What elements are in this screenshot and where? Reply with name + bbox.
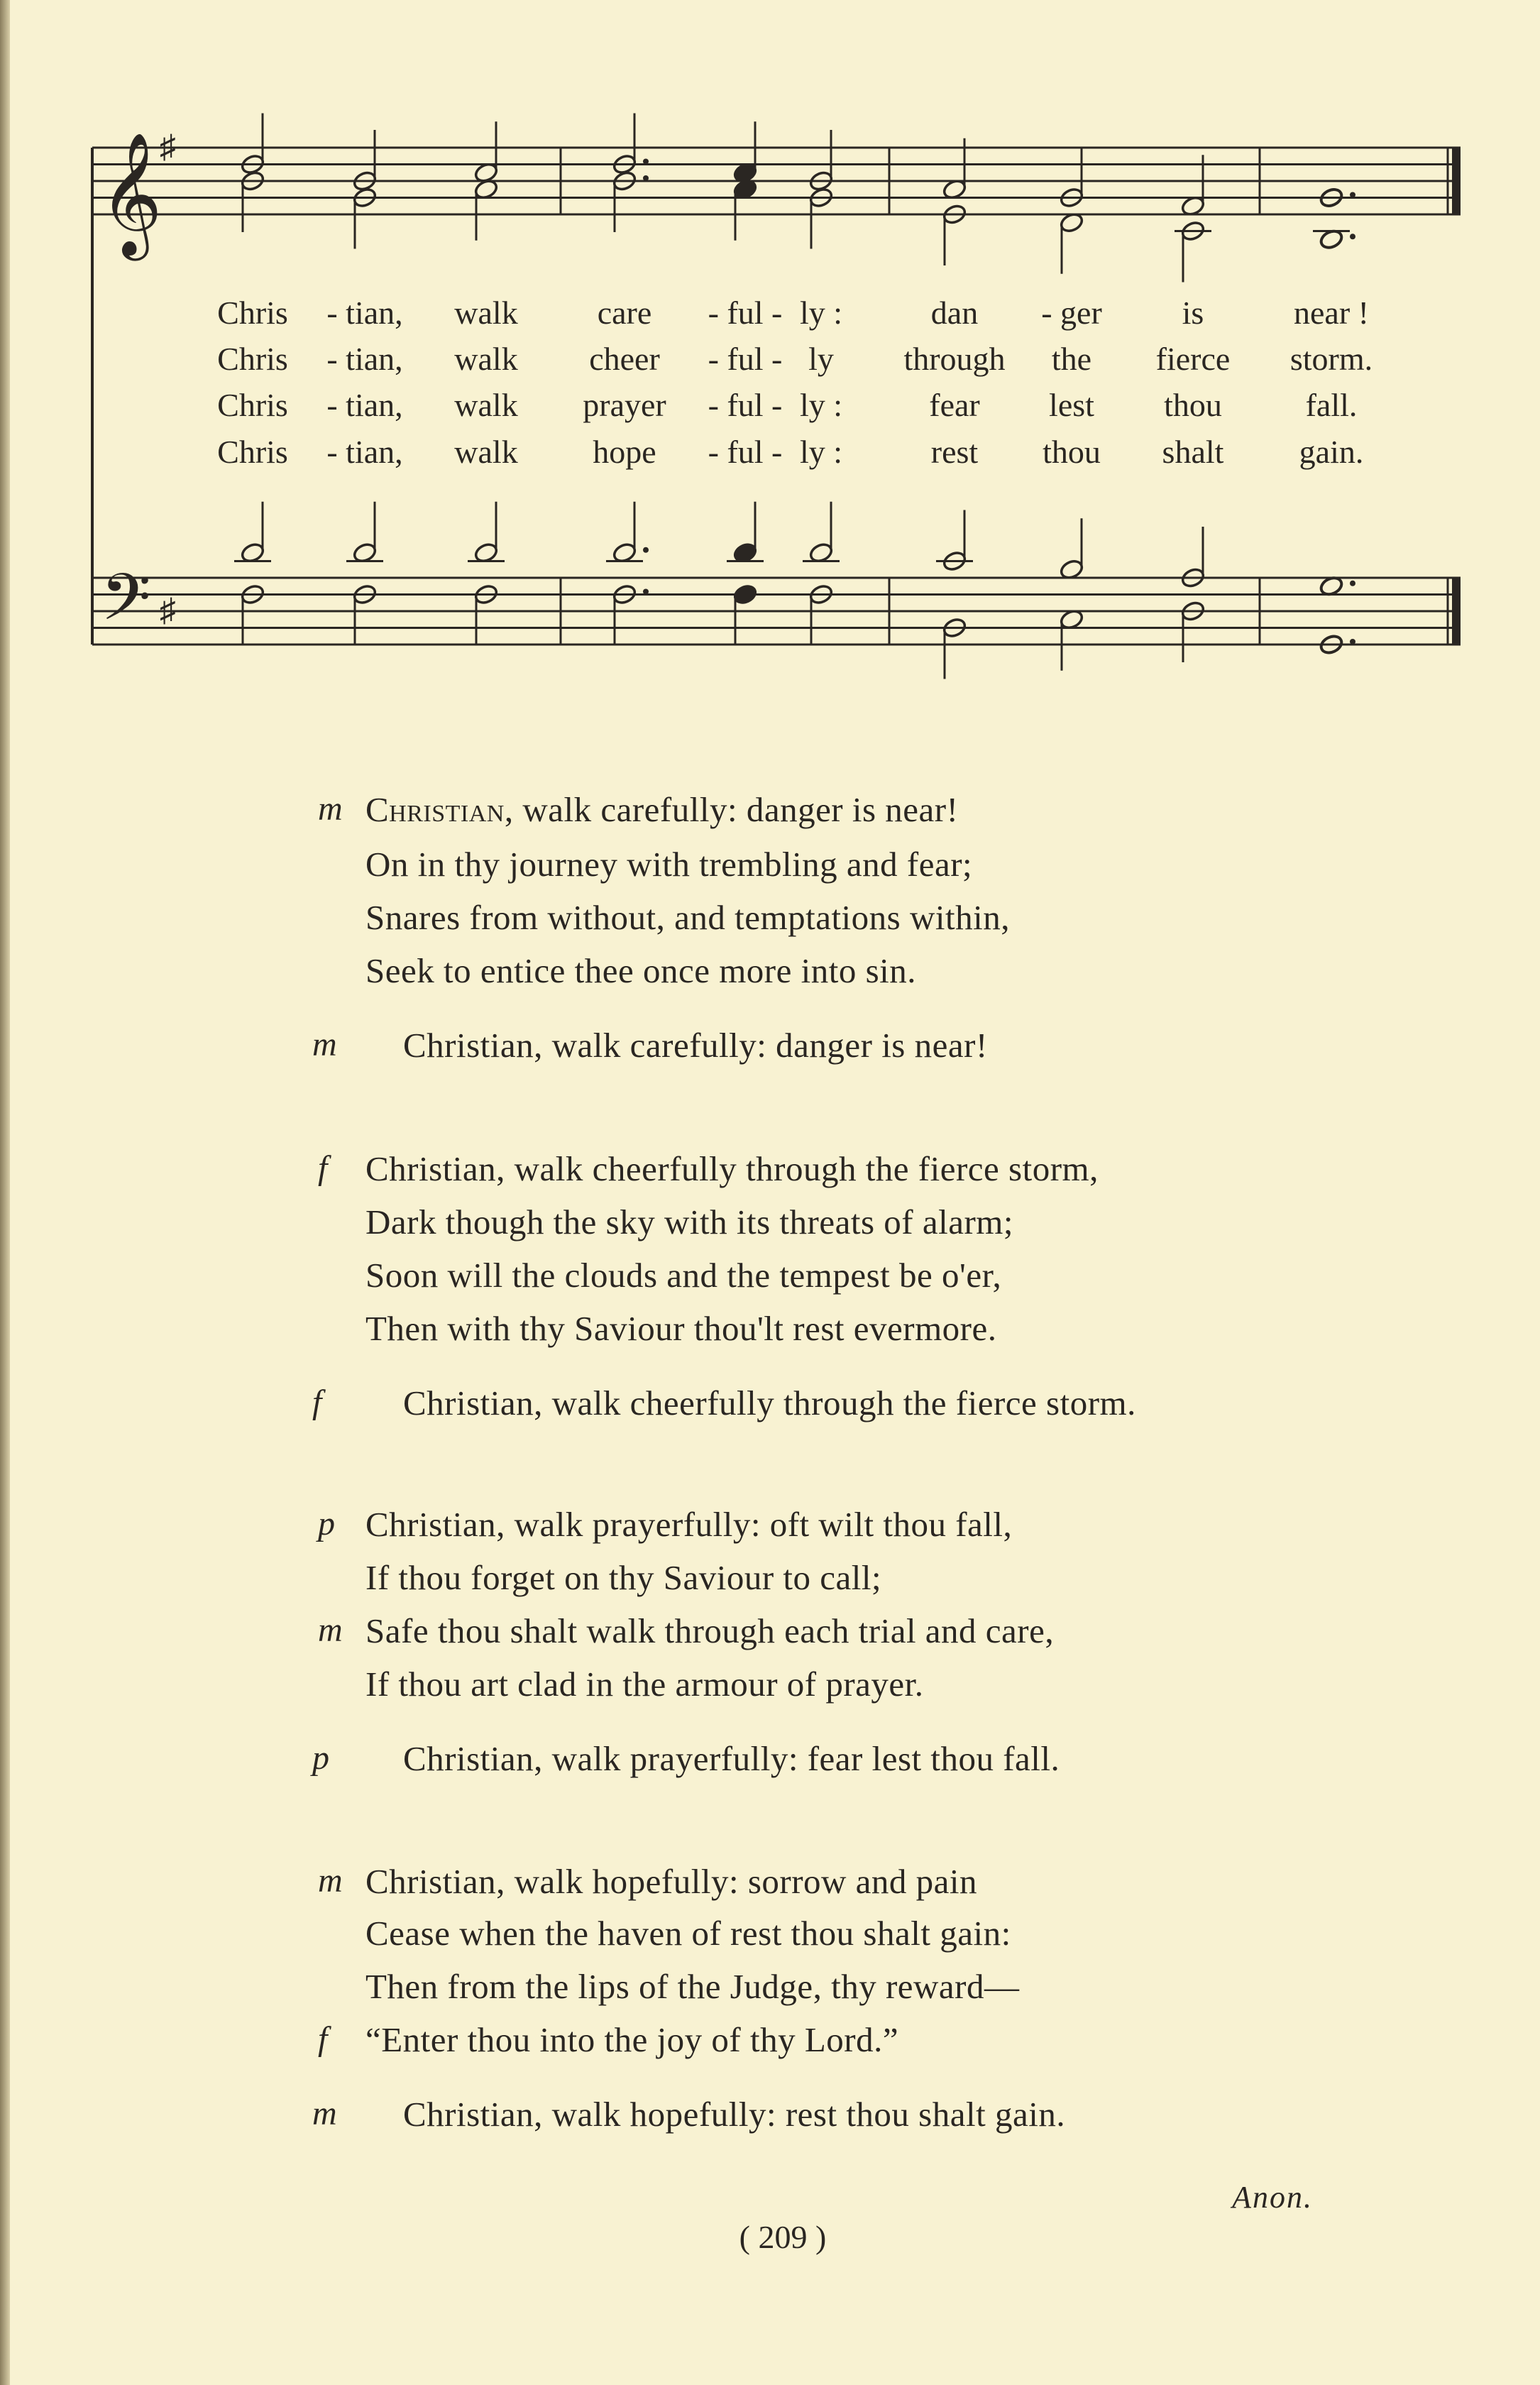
- lyric-syllable: ly :: [799, 434, 843, 470]
- verse-line: [365, 1258, 1001, 1293]
- verse-line: [365, 1202, 1013, 1241]
- verse-text: On in thy journey with trembling and fear;: [365, 845, 973, 884]
- author-attribution: Anon.: [1232, 2180, 1313, 2215]
- verse-text: Christian, walk cheerfully through the fierce storm,: [365, 1149, 1099, 1188]
- lyric-syllable: the: [1051, 341, 1092, 377]
- verse-text: Christian, walk prayerfully: oft wilt thou fall,: [365, 1505, 1013, 1544]
- lyric-syllable: walk: [454, 387, 518, 423]
- lyric-syllable: fall.: [1305, 387, 1358, 423]
- verse-line: [365, 792, 958, 827]
- lyric-syllable: near !: [1294, 295, 1369, 331]
- verse-line: [365, 1665, 924, 1704]
- verse-text: “Enter thou into the joy of thy Lord.”: [365, 2020, 899, 2059]
- lyric-syllable: fear: [929, 387, 980, 423]
- final-barline-thick: [1452, 578, 1461, 645]
- dynamic-marking: f: [318, 1149, 328, 1187]
- lyric-syllable: Chris: [217, 295, 288, 331]
- lyric-syllable: care: [597, 295, 652, 331]
- lyric-syllable: Chris: [217, 434, 288, 470]
- note-dot: [1350, 192, 1355, 198]
- dynamic-marking: f: [318, 2020, 328, 2058]
- lyric-syllable: hope: [593, 434, 656, 470]
- verse-line: [365, 1916, 1011, 1951]
- dynamic-marking: f: [312, 1383, 322, 1421]
- lyric-syllable: shalt: [1162, 434, 1224, 470]
- lyric-syllable: lest: [1049, 387, 1094, 423]
- verse-line: [365, 953, 916, 988]
- verse-line: [365, 1507, 1012, 1542]
- lyric-syllable: - tian,: [326, 434, 403, 470]
- verse-line: [365, 1560, 881, 1595]
- verse-text: Christian, walk hopefully: rest thou shalt gain.: [403, 2095, 1066, 2134]
- lyric-syllable: ly :: [799, 295, 843, 331]
- verse-text: Soon will the clouds and the tempest be o'er,: [365, 1256, 1002, 1295]
- verse-line: [365, 1311, 997, 1346]
- lyric-syllable: gain.: [1299, 434, 1364, 470]
- lyric-syllable: Chris: [217, 341, 288, 377]
- verse-line: [365, 1969, 1019, 2004]
- lyric-syllable: - tian,: [326, 295, 403, 331]
- dynamic-marking: m: [312, 1026, 337, 1063]
- lyric-syllable: fierce: [1155, 341, 1231, 377]
- verse-line: [365, 2022, 898, 2057]
- dynamic-marking: m: [318, 1862, 343, 1899]
- dynamic-marking: p: [318, 1505, 335, 1542]
- lyric-syllable: - tian,: [326, 341, 403, 377]
- verse-text: Dark though the sky with its threats of alarm;: [365, 1202, 1013, 1241]
- refrain-line: [403, 2097, 1065, 2132]
- verse-text: Christian, walk prayerfully: fear lest thou fall.: [403, 1739, 1060, 1778]
- lyric-syllable: thou: [1043, 434, 1101, 470]
- dynamic-marking: m: [312, 2095, 337, 2132]
- key-signature-sharp: ♯: [160, 128, 176, 165]
- lyric-syllable: prayer: [583, 387, 666, 423]
- note-dot: [643, 175, 649, 181]
- verse-line: [365, 1613, 1054, 1648]
- lyric-syllable: - ful -: [708, 341, 783, 377]
- lyric-syllable: walk: [454, 434, 518, 470]
- verse-text: Christian, walk hopefully: sorrow and pain: [365, 1862, 978, 1901]
- verse-text: Christian, walk carefully: danger is near!: [403, 1026, 988, 1065]
- verse-text: Safe thou shalt walk through each trial and care,: [365, 1611, 1055, 1650]
- lyric-syllable: is: [1182, 295, 1204, 331]
- dynamic-marking: m: [318, 790, 343, 828]
- bass-clef-icon: 𝄢: [101, 559, 151, 651]
- verse-text: Then from the lips of the Judge, thy reward—: [365, 1967, 1020, 2006]
- dynamic-marking: p: [312, 1739, 329, 1777]
- verse-text: Snares from without, and temptations within,: [365, 898, 1010, 937]
- lyric-syllable: through: [903, 341, 1006, 377]
- dynamic-marking: m: [318, 1611, 343, 1649]
- lyric-syllable: walk: [454, 341, 518, 377]
- lyric-syllable: rest: [930, 434, 979, 470]
- verse-lead-word: Christian: [365, 790, 505, 829]
- lyric-syllable: - ful -: [708, 295, 783, 331]
- lyric-syllable: storm.: [1289, 341, 1373, 377]
- refrain-line: [403, 1383, 1136, 1422]
- page-number: ( 209 ): [739, 2219, 827, 2255]
- key-signature-sharp: ♯: [160, 592, 176, 628]
- note-dot: [1350, 234, 1355, 239]
- lyric-syllable: Chris: [217, 387, 288, 423]
- lyric-syllable: ly: [808, 341, 834, 377]
- lyric-syllable: dan: [930, 295, 979, 331]
- treble-clef-icon: 𝄞: [99, 132, 163, 256]
- refrain-line: [403, 1741, 1060, 1776]
- lyric-syllable: cheer: [589, 341, 660, 377]
- verse-line: [365, 847, 972, 882]
- lyric-syllable: - ful -: [708, 434, 783, 470]
- note-dot: [1350, 639, 1355, 645]
- verse-line: [365, 1151, 1099, 1186]
- verse-line: [365, 1864, 977, 1899]
- note-dot: [643, 547, 649, 553]
- verse-text: Christian, walk cheerfully through the fierce storm.: [403, 1383, 1136, 1422]
- lyric-syllable: thou: [1164, 387, 1222, 423]
- verse-text: Cease when the haven of rest thou shalt gain:: [365, 1914, 1011, 1953]
- note-dot: [1350, 581, 1355, 586]
- refrain-line: [403, 1028, 988, 1063]
- lyric-syllable: - ger: [1041, 295, 1102, 331]
- note-dot: [643, 159, 649, 165]
- verse-text: If thou forget on thy Saviour to call;: [365, 1558, 882, 1597]
- final-barline-thick: [1452, 148, 1461, 214]
- lyric-syllable: - ful -: [708, 387, 783, 423]
- lyric-syllable: ly :: [799, 387, 843, 423]
- lyric-syllable: walk: [454, 295, 518, 331]
- verse-text: If thou art clad in the armour of prayer.: [365, 1665, 924, 1704]
- note-dot: [643, 589, 649, 595]
- verse-text: Seek to entice thee once more into sin.: [365, 951, 917, 990]
- verse-line: [365, 900, 1010, 935]
- verse-text: , walk carefully: danger is near!: [504, 790, 959, 829]
- lyric-syllable: - tian,: [326, 387, 403, 423]
- verse-text: Then with thy Saviour thou'lt rest evermore.: [365, 1309, 997, 1348]
